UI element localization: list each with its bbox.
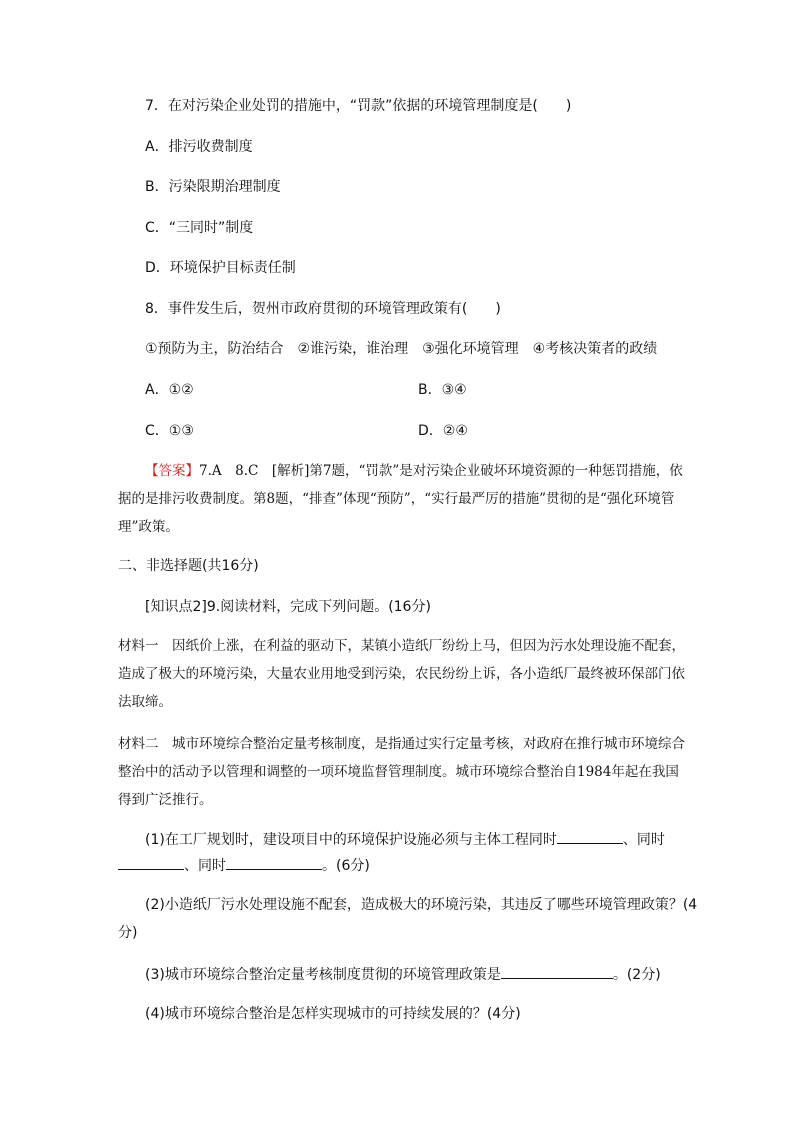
q8-items: ①预防为主，防治结合 ②谁污染，谁治理 ③强化环境管理 ④考核决策者的政绩: [145, 341, 658, 357]
answer-tag: 【答案】: [145, 463, 199, 479]
q7-option-d: D．环境保护目标责任制: [145, 260, 296, 276]
answer-blank-3[interactable]: [226, 855, 322, 870]
subq4: (4)城市环境综合整治是怎样实现城市的可持续发展的？(4分): [145, 1006, 521, 1022]
q8-option-a: A．①②: [145, 382, 194, 398]
material-one: 材料一 因纸价上涨，在利益的驱动下，某镇小造纸厂纷纷上马，但因为污水处理设施不配套，造成了极大的环境污染，大量农业用地受到污染，农民纷纷上诉，各小造纸厂最终被环保部门依法取缔。: [118, 638, 685, 710]
answer-blank-2[interactable]: [118, 855, 184, 870]
q7-option-c: C．“三同时”制度: [145, 220, 254, 236]
material-two: 材料二 城市环境综合整治定量考核制度，是指通过实行定量考核，对政府在推行城市环境综合整治中的活动予以管理和调整的一项环境监督管理制度。城市环境综合整治自1984年起在我国得到广泛推行。: [118, 736, 685, 808]
subq1-line1: [145, 829, 665, 850]
answer-block: [118, 457, 688, 541]
answer-text: 7.A 8.C [解析]第7题，“罚款”是对污染企业破坏环境资源的一种惩罚措施，依据的是排污收费制度。第8题，“排查”体现“预防”，“实行最严厉的措施”贯彻的是“强化环境管理”政策。: [118, 463, 683, 535]
section-heading: 二、非选择题(共16分): [118, 558, 259, 574]
subq3-text-a: (3)城市环境综合整治定量考核制度贯彻的环境管理政策是: [145, 967, 501, 983]
q7-option-a: A．排污收费制度: [145, 139, 253, 155]
answer-blank-4[interactable]: [501, 964, 613, 979]
q8-option-c: C．①③: [145, 423, 194, 439]
subq1-text-a: (1)在工厂规划时，建设项目中的环境保护设施必须与主体工程同时: [145, 832, 557, 848]
answer-blank-1[interactable]: [557, 829, 623, 844]
subq2: (2)小造纸厂污水处理设施不配套，造成极大的环境污染，其违反了哪些环境管理政策？(4分): [118, 897, 698, 941]
q8-stem: 8．事件发生后，贺州市政府贯彻的环境管理政策有( ): [145, 301, 501, 317]
q7-stem: 7．在对污染企业处罚的措施中，“罚款”依据的环境管理制度是( ): [145, 98, 572, 114]
subq3: [145, 964, 661, 985]
q8-option-b: B．③④: [418, 382, 467, 398]
q8-option-d: D．②④: [418, 423, 468, 439]
subq1-line2: [118, 855, 370, 876]
subq3-text-b: 。(2分): [612, 967, 661, 983]
subq1-text-b: 、同时: [622, 832, 665, 848]
q7-option-b: B．污染限期治理制度: [145, 179, 281, 195]
question-9-intro: [知识点2]9.阅读材料，完成下列问题。(16分): [145, 599, 431, 615]
subq1-text-d: 。(6分): [322, 858, 370, 874]
subq1-text-c: 、同时: [184, 858, 226, 874]
